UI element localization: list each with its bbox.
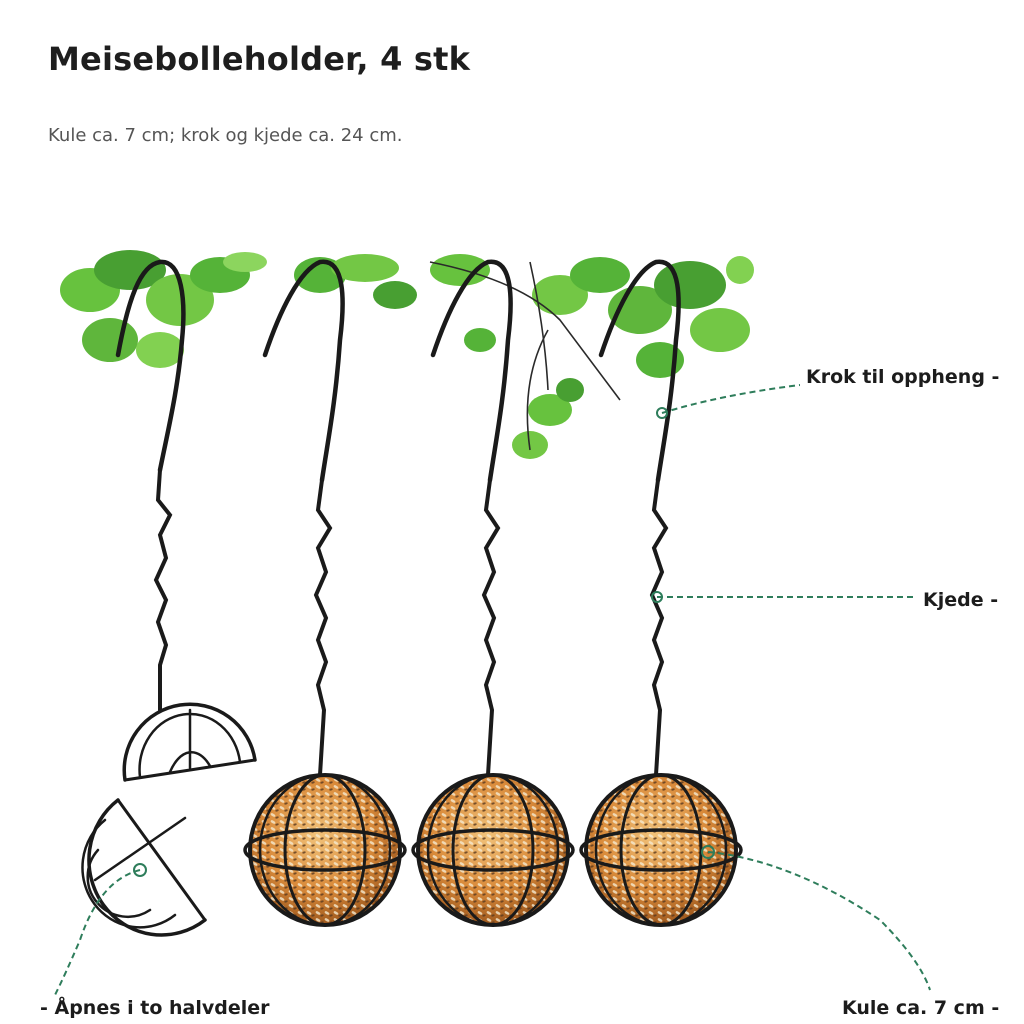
page-title: Meisebolleholder, 4 stk: [48, 40, 471, 78]
leader-hook: [662, 385, 800, 413]
leader-ball: [708, 852, 930, 990]
leader-halves: [55, 870, 140, 995]
product-subtitle: Kule ca. 7 cm; krok og kjede ca. 24 cm.: [48, 125, 403, 146]
hanger-3: [413, 262, 573, 925]
callout-halves: - Åpnes i to halvdeler: [34, 995, 276, 1021]
hanger-2: [245, 262, 405, 925]
foliage: [60, 250, 754, 459]
callout-hook: Krok til oppheng -: [800, 364, 1005, 390]
callout-ball: Kule ca. 7 cm -: [836, 995, 1005, 1021]
callout-chain: Kjede -: [917, 587, 1004, 613]
